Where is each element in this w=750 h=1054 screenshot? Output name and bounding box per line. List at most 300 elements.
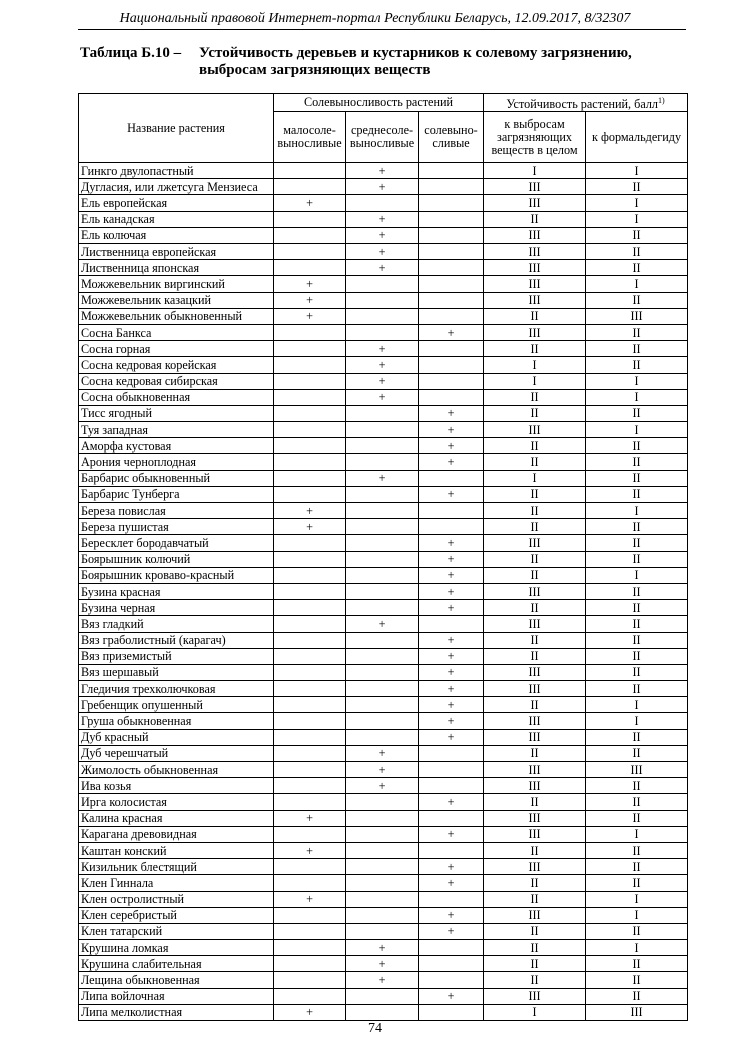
- low-salt-cell: [274, 826, 346, 842]
- high-salt-cell: +: [419, 697, 484, 713]
- low-salt-cell: [274, 923, 346, 939]
- mid-salt-cell: [346, 826, 419, 842]
- high-salt-cell: +: [419, 648, 484, 664]
- formaldehyde-score-cell: II: [586, 583, 688, 599]
- low-salt-cell: [274, 535, 346, 551]
- table-row: [79, 972, 688, 988]
- high-salt-cell: [419, 778, 484, 794]
- low-salt-cell: [274, 616, 346, 632]
- table-row: [79, 211, 688, 227]
- group-header-resistance-label: Устойчивость растений, балл: [506, 97, 658, 112]
- formaldehyde-score-cell: II: [586, 324, 688, 340]
- high-salt-cell: +: [419, 535, 484, 551]
- low-salt-cell: [274, 681, 346, 697]
- emissions-score-cell: II: [484, 972, 586, 988]
- emissions-score-cell: II: [484, 519, 586, 535]
- table-row: [79, 956, 688, 972]
- table-row: [79, 940, 688, 956]
- mid-salt-cell: +: [346, 778, 419, 794]
- formaldehyde-score-cell: III: [586, 762, 688, 778]
- low-salt-cell: [274, 745, 346, 761]
- high-salt-cell: [419, 470, 484, 486]
- emissions-score-cell: II: [484, 891, 586, 907]
- mid-salt-cell: +: [346, 357, 419, 373]
- emissions-score-cell: I: [484, 163, 586, 179]
- high-salt-cell: +: [419, 583, 484, 599]
- high-salt-cell: +: [419, 405, 484, 421]
- high-salt-cell: +: [419, 875, 484, 891]
- plant-name-cell: Береза повислая: [79, 503, 274, 519]
- table-row: [79, 794, 688, 810]
- high-salt-cell: [419, 276, 484, 292]
- emissions-score-cell: II: [484, 923, 586, 939]
- table-row: [79, 389, 688, 405]
- mid-salt-cell: +: [346, 762, 419, 778]
- emissions-score-cell: III: [484, 276, 586, 292]
- low-salt-cell: [274, 324, 346, 340]
- table-row: [79, 276, 688, 292]
- mid-salt-cell: [346, 907, 419, 923]
- mid-salt-cell: [346, 583, 419, 599]
- table-row: [79, 292, 688, 308]
- emissions-score-cell: II: [484, 842, 586, 858]
- emissions-score-cell: II: [484, 438, 586, 454]
- formaldehyde-score-cell: III: [586, 1004, 688, 1020]
- low-salt-cell: [274, 940, 346, 956]
- plant-name-cell: Липа войлочная: [79, 988, 274, 1004]
- low-salt-cell: [274, 664, 346, 680]
- plant-name-cell: Лиственница японская: [79, 260, 274, 276]
- emissions-score-cell: II: [484, 745, 586, 761]
- low-salt-cell: [274, 454, 346, 470]
- high-salt-cell: [419, 842, 484, 858]
- page-number: 74: [368, 1021, 382, 1036]
- high-salt-cell: [419, 163, 484, 179]
- formaldehyde-score-cell: II: [586, 923, 688, 939]
- mid-salt-cell: [346, 681, 419, 697]
- plant-name-cell: Тисс ягодный: [79, 405, 274, 421]
- emissions-score-cell: III: [484, 179, 586, 195]
- emissions-score-cell: III: [484, 778, 586, 794]
- formaldehyde-score-cell: II: [586, 745, 688, 761]
- high-salt-cell: [419, 357, 484, 373]
- plant-name-cell: Липа мелколистная: [79, 1004, 274, 1020]
- table-body: [79, 163, 688, 1021]
- emissions-score-cell: III: [484, 616, 586, 632]
- table-row: [79, 810, 688, 826]
- high-salt-cell: +: [419, 600, 484, 616]
- table-row: [79, 373, 688, 389]
- plant-name-cell: Ель колючая: [79, 227, 274, 243]
- mid-salt-cell: [346, 551, 419, 567]
- mid-salt-cell: [346, 438, 419, 454]
- high-salt-cell: [419, 972, 484, 988]
- table-row: [79, 600, 688, 616]
- mid-salt-cell: [346, 891, 419, 907]
- plant-name-cell: Барбарис Тунберга: [79, 486, 274, 502]
- low-salt-cell: [274, 697, 346, 713]
- low-salt-cell: [274, 762, 346, 778]
- table-row: [79, 405, 688, 421]
- plant-name-cell: Вяз граболистный (карагач): [79, 632, 274, 648]
- plant-name-cell: Сосна горная: [79, 341, 274, 357]
- high-salt-cell: [419, 956, 484, 972]
- formaldehyde-score-cell: I: [586, 389, 688, 405]
- emissions-score-cell: III: [484, 713, 586, 729]
- mid-salt-cell: +: [346, 244, 419, 260]
- formaldehyde-score-cell: I: [586, 276, 688, 292]
- emissions-score-cell: III: [484, 535, 586, 551]
- plant-name-cell: Карагана древовидная: [79, 826, 274, 842]
- plant-name-cell: Вяз гладкий: [79, 616, 274, 632]
- formaldehyde-score-cell: II: [586, 664, 688, 680]
- table-row: [79, 195, 688, 211]
- formaldehyde-score-cell: I: [586, 373, 688, 389]
- emissions-score-cell: II: [484, 567, 586, 583]
- table-row: [79, 778, 688, 794]
- formaldehyde-score-cell: I: [586, 826, 688, 842]
- table-row: [79, 875, 688, 891]
- low-salt-cell: +: [274, 503, 346, 519]
- emissions-score-cell: II: [484, 405, 586, 421]
- table-title-line1: Устойчивость деревьев и кустарников к солевому загрязнению,: [199, 45, 632, 61]
- mid-salt-cell: +: [346, 940, 419, 956]
- mid-salt-cell: [346, 308, 419, 324]
- col-header-plant-name: Название растения: [79, 94, 274, 163]
- emissions-score-cell: II: [484, 697, 586, 713]
- col-header-formaldehyde: к формальдегиду: [586, 112, 688, 163]
- plant-name-cell: Ель европейская: [79, 195, 274, 211]
- mid-salt-cell: [346, 1004, 419, 1020]
- formaldehyde-score-cell: III: [586, 308, 688, 324]
- table-row: [79, 551, 688, 567]
- mid-salt-cell: [346, 519, 419, 535]
- emissions-score-cell: III: [484, 422, 586, 438]
- mid-salt-cell: +: [346, 470, 419, 486]
- formaldehyde-score-cell: II: [586, 357, 688, 373]
- plant-name-cell: Можжевельник обыкновенный: [79, 308, 274, 324]
- plant-name-cell: Вяз шершавый: [79, 664, 274, 680]
- plant-name-cell: Туя западная: [79, 422, 274, 438]
- plant-name-cell: Аморфа кустовая: [79, 438, 274, 454]
- emissions-score-cell: II: [484, 600, 586, 616]
- emissions-score-cell: III: [484, 729, 586, 745]
- high-salt-cell: +: [419, 907, 484, 923]
- plant-name-cell: Бузина черная: [79, 600, 274, 616]
- low-salt-cell: [274, 713, 346, 729]
- table-row: [79, 470, 688, 486]
- table-row: [79, 163, 688, 179]
- formaldehyde-score-cell: II: [586, 632, 688, 648]
- low-salt-cell: [274, 179, 346, 195]
- plant-name-cell: Крушина ломкая: [79, 940, 274, 956]
- plant-name-cell: Ирга колосистая: [79, 794, 274, 810]
- high-salt-cell: [419, 244, 484, 260]
- formaldehyde-score-cell: II: [586, 519, 688, 535]
- table-row: [79, 567, 688, 583]
- formaldehyde-score-cell: II: [586, 859, 688, 875]
- mid-salt-cell: [346, 697, 419, 713]
- footnote-marker: 1): [658, 96, 665, 105]
- emissions-score-cell: III: [484, 227, 586, 243]
- mid-salt-cell: +: [346, 972, 419, 988]
- plant-name-cell: Клен Гиннала: [79, 875, 274, 891]
- formaldehyde-score-cell: I: [586, 422, 688, 438]
- table-row: [79, 519, 688, 535]
- high-salt-cell: [419, 308, 484, 324]
- low-salt-cell: [274, 227, 346, 243]
- formaldehyde-score-cell: II: [586, 535, 688, 551]
- high-salt-cell: +: [419, 438, 484, 454]
- mid-salt-cell: +: [346, 956, 419, 972]
- emissions-score-cell: III: [484, 583, 586, 599]
- formaldehyde-score-cell: I: [586, 940, 688, 956]
- plant-name-cell: Гинкго двулопастный: [79, 163, 274, 179]
- plant-name-cell: Ель канадская: [79, 211, 274, 227]
- low-salt-cell: [274, 486, 346, 502]
- high-salt-cell: [419, 745, 484, 761]
- table-row: [79, 260, 688, 276]
- high-salt-cell: [419, 211, 484, 227]
- table-row: [79, 729, 688, 745]
- formaldehyde-score-cell: I: [586, 713, 688, 729]
- emissions-score-cell: I: [484, 373, 586, 389]
- low-salt-cell: [274, 405, 346, 421]
- mid-salt-cell: [346, 923, 419, 939]
- high-salt-cell: [419, 810, 484, 826]
- plant-name-cell: Бузина красная: [79, 583, 274, 599]
- plant-name-cell: Груша обыкновенная: [79, 713, 274, 729]
- high-salt-cell: [419, 891, 484, 907]
- plant-name-cell: Можжевельник казацкий: [79, 292, 274, 308]
- mid-salt-cell: [346, 535, 419, 551]
- table-row: [79, 891, 688, 907]
- low-salt-cell: [274, 583, 346, 599]
- high-salt-cell: [419, 260, 484, 276]
- formaldehyde-score-cell: I: [586, 567, 688, 583]
- table-row: [79, 907, 688, 923]
- plant-name-cell: Каштан конский: [79, 842, 274, 858]
- table-title: [80, 45, 692, 79]
- plant-name-cell: Ива козья: [79, 778, 274, 794]
- mid-salt-cell: +: [346, 341, 419, 357]
- high-salt-cell: [419, 503, 484, 519]
- formaldehyde-score-cell: I: [586, 503, 688, 519]
- col-header-high-salt: солевыно-сливые: [419, 112, 484, 163]
- low-salt-cell: [274, 988, 346, 1004]
- formaldehyde-score-cell: II: [586, 972, 688, 988]
- formaldehyde-score-cell: II: [586, 227, 688, 243]
- high-salt-cell: +: [419, 713, 484, 729]
- emissions-score-cell: III: [484, 826, 586, 842]
- mid-salt-cell: [346, 713, 419, 729]
- formaldehyde-score-cell: II: [586, 486, 688, 502]
- formaldehyde-score-cell: I: [586, 891, 688, 907]
- formaldehyde-score-cell: I: [586, 907, 688, 923]
- formaldehyde-score-cell: II: [586, 341, 688, 357]
- emissions-score-cell: III: [484, 664, 586, 680]
- mid-salt-cell: [346, 324, 419, 340]
- high-salt-cell: +: [419, 454, 484, 470]
- formaldehyde-score-cell: I: [586, 697, 688, 713]
- high-salt-cell: +: [419, 729, 484, 745]
- plant-name-cell: Дугласия, или лжетсуга Мензиеса: [79, 179, 274, 195]
- high-salt-cell: [419, 762, 484, 778]
- emissions-score-cell: II: [484, 389, 586, 405]
- mid-salt-cell: [346, 794, 419, 810]
- table-row: [79, 681, 688, 697]
- low-salt-cell: [274, 567, 346, 583]
- low-salt-cell: [274, 956, 346, 972]
- mid-salt-cell: [346, 422, 419, 438]
- high-salt-cell: +: [419, 794, 484, 810]
- formaldehyde-score-cell: II: [586, 260, 688, 276]
- low-salt-cell: +: [274, 195, 346, 211]
- low-salt-cell: [274, 438, 346, 454]
- plant-name-cell: Вяз приземистый: [79, 648, 274, 664]
- high-salt-cell: +: [419, 681, 484, 697]
- plant-name-cell: Барбарис обыкновенный: [79, 470, 274, 486]
- emissions-score-cell: III: [484, 681, 586, 697]
- emissions-score-cell: III: [484, 988, 586, 1004]
- plant-name-cell: Сосна обыкновенная: [79, 389, 274, 405]
- emissions-score-cell: I: [484, 357, 586, 373]
- formaldehyde-score-cell: II: [586, 470, 688, 486]
- emissions-score-cell: II: [484, 875, 586, 891]
- table-row: [79, 762, 688, 778]
- mid-salt-cell: [346, 664, 419, 680]
- low-salt-cell: [274, 859, 346, 875]
- low-salt-cell: [274, 729, 346, 745]
- low-salt-cell: [274, 972, 346, 988]
- high-salt-cell: +: [419, 923, 484, 939]
- formaldehyde-score-cell: II: [586, 616, 688, 632]
- plant-name-cell: Лиственница европейская: [79, 244, 274, 260]
- high-salt-cell: [419, 195, 484, 211]
- low-salt-cell: [274, 875, 346, 891]
- emissions-score-cell: III: [484, 859, 586, 875]
- group-header-salt-tolerance: Солевыносливость растений: [274, 94, 484, 112]
- emissions-score-cell: II: [484, 211, 586, 227]
- low-salt-cell: [274, 794, 346, 810]
- mid-salt-cell: [346, 729, 419, 745]
- high-salt-cell: [419, 373, 484, 389]
- low-salt-cell: [274, 341, 346, 357]
- table-row: [79, 826, 688, 842]
- plants-table: [78, 93, 688, 1021]
- plant-name-cell: Гледичия трехколючковая: [79, 681, 274, 697]
- high-salt-cell: [419, 389, 484, 405]
- plant-name-cell: Клен серебристый: [79, 907, 274, 923]
- low-salt-cell: +: [274, 276, 346, 292]
- low-salt-cell: +: [274, 308, 346, 324]
- formaldehyde-score-cell: II: [586, 438, 688, 454]
- table-row: [79, 486, 688, 502]
- col-header-emissions: к выбросам загрязняющих веществ в целом: [484, 112, 586, 163]
- mid-salt-cell: [346, 567, 419, 583]
- table-row: [79, 438, 688, 454]
- high-salt-cell: [419, 1004, 484, 1020]
- header-rule: [78, 29, 686, 30]
- mid-salt-cell: [346, 292, 419, 308]
- formaldehyde-score-cell: II: [586, 405, 688, 421]
- low-salt-cell: [274, 600, 346, 616]
- mid-salt-cell: [346, 875, 419, 891]
- high-salt-cell: +: [419, 422, 484, 438]
- low-salt-cell: [274, 551, 346, 567]
- low-salt-cell: [274, 778, 346, 794]
- mid-salt-cell: [346, 405, 419, 421]
- high-salt-cell: [419, 179, 484, 195]
- low-salt-cell: [274, 244, 346, 260]
- emissions-score-cell: II: [484, 308, 586, 324]
- emissions-score-cell: II: [484, 648, 586, 664]
- table-row: [79, 179, 688, 195]
- low-salt-cell: +: [274, 891, 346, 907]
- plant-name-cell: Сосна Банкса: [79, 324, 274, 340]
- high-salt-cell: [419, 292, 484, 308]
- formaldehyde-score-cell: II: [586, 988, 688, 1004]
- mid-salt-cell: [346, 503, 419, 519]
- plant-name-cell: Можжевельник виргинский: [79, 276, 274, 292]
- high-salt-cell: [419, 940, 484, 956]
- plant-name-cell: Арония черноплодная: [79, 454, 274, 470]
- mid-salt-cell: +: [346, 211, 419, 227]
- table-row: [79, 1004, 688, 1020]
- low-salt-cell: [274, 211, 346, 227]
- table-row: [79, 988, 688, 1004]
- plant-name-cell: Гребенщик опушенный: [79, 697, 274, 713]
- mid-salt-cell: +: [346, 227, 419, 243]
- formaldehyde-score-cell: II: [586, 292, 688, 308]
- emissions-score-cell: III: [484, 810, 586, 826]
- formaldehyde-score-cell: II: [586, 729, 688, 745]
- high-salt-cell: [419, 341, 484, 357]
- formaldehyde-score-cell: I: [586, 195, 688, 211]
- plant-name-cell: Крушина слабительная: [79, 956, 274, 972]
- high-salt-cell: +: [419, 551, 484, 567]
- group-header-resistance: [484, 94, 688, 112]
- table-row: [79, 308, 688, 324]
- table-row: [79, 697, 688, 713]
- table-row: [79, 227, 688, 243]
- formaldehyde-score-cell: II: [586, 454, 688, 470]
- formaldehyde-score-cell: II: [586, 875, 688, 891]
- table-row: [79, 664, 688, 680]
- emissions-score-cell: I: [484, 1004, 586, 1020]
- low-salt-cell: [274, 260, 346, 276]
- col-header-mid-salt: среднесоле-выносливые: [346, 112, 419, 163]
- col-header-low-salt: малосоле-выносливые: [274, 112, 346, 163]
- high-salt-cell: +: [419, 859, 484, 875]
- table-row: [79, 357, 688, 373]
- formaldehyde-score-cell: II: [586, 244, 688, 260]
- mid-salt-cell: [346, 195, 419, 211]
- plant-name-cell: Клен татарский: [79, 923, 274, 939]
- low-salt-cell: [274, 470, 346, 486]
- formaldehyde-score-cell: II: [586, 842, 688, 858]
- emissions-score-cell: III: [484, 195, 586, 211]
- table-row: [79, 503, 688, 519]
- table-row: [79, 244, 688, 260]
- formaldehyde-score-cell: II: [586, 551, 688, 567]
- mid-salt-cell: +: [346, 260, 419, 276]
- plant-name-cell: Лещина обыкновенная: [79, 972, 274, 988]
- emissions-score-cell: II: [484, 551, 586, 567]
- plant-name-cell: Дуб красный: [79, 729, 274, 745]
- low-salt-cell: [274, 373, 346, 389]
- table-number: Таблица Б.10 –: [80, 45, 182, 61]
